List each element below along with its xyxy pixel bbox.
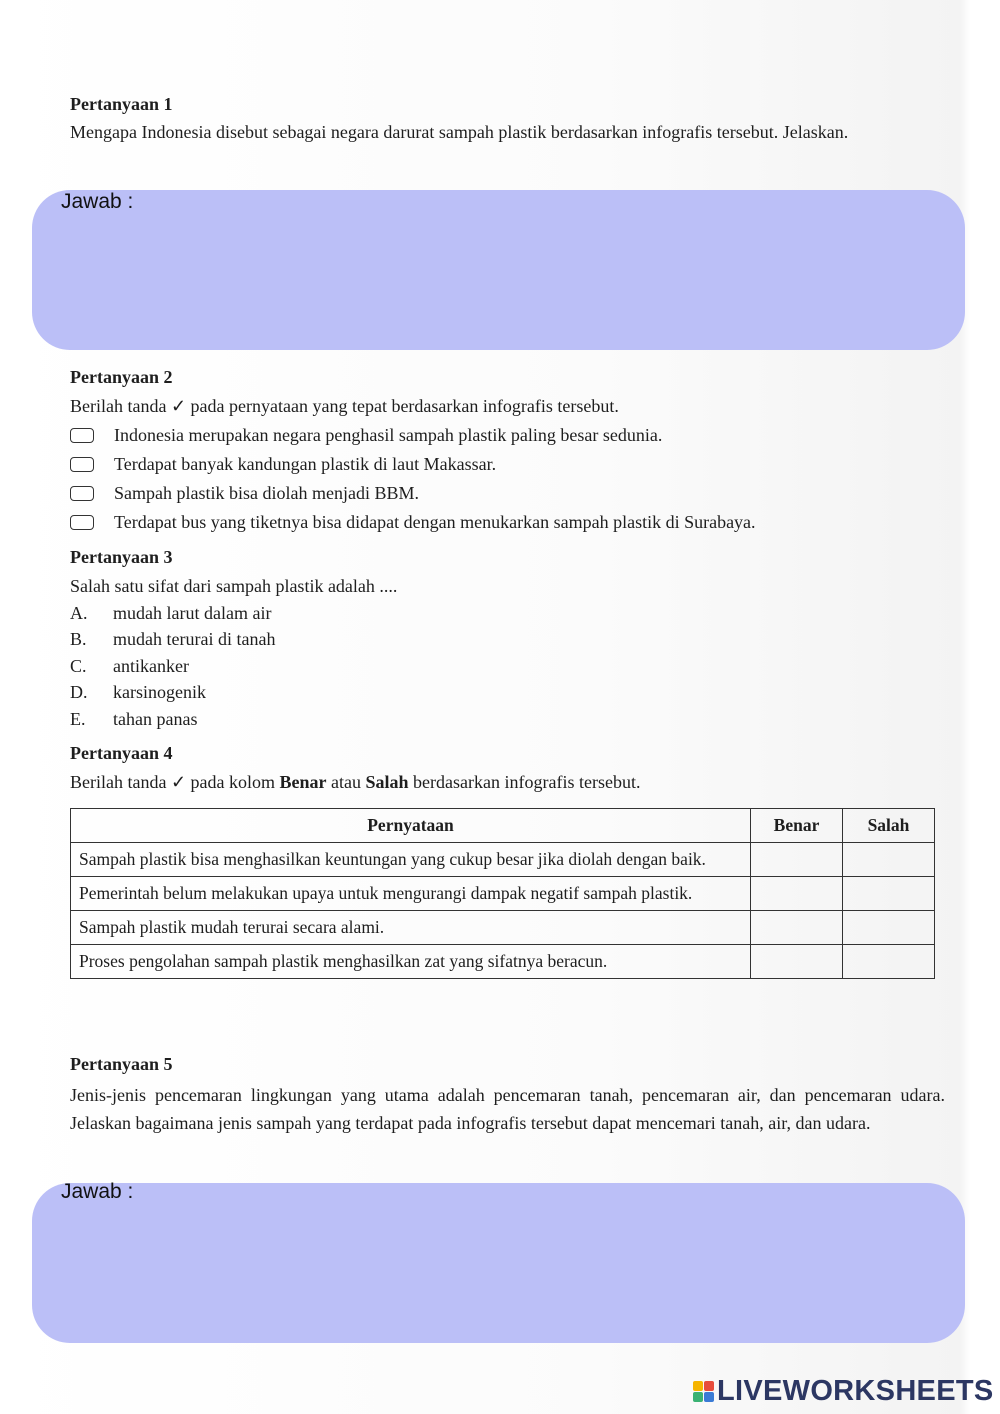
table-row [71, 877, 935, 911]
question-5-title: Pertanyaan 5 [70, 1054, 173, 1074]
benar-cell[interactable] [751, 911, 843, 945]
liveworksheets-logo[interactable] [693, 1374, 994, 1408]
option-letter: E. [70, 708, 86, 729]
statement-cell: Proses pengolahan sampah plastik menghasilkan zat yang sifatnya beracun. [71, 945, 751, 979]
benar-cell[interactable] [751, 945, 843, 979]
table-header-row [71, 809, 935, 843]
option-list [70, 600, 945, 733]
option-letter: B. [70, 629, 87, 650]
option-text: mudah terurai di tanah [113, 629, 276, 650]
salah-cell[interactable] [843, 877, 935, 911]
instruction-atau: atau [326, 772, 366, 792]
table-row [71, 843, 935, 877]
header-pernyataan: Pernyataan [71, 809, 751, 843]
logo-text: LIVEWORKSHEETS [717, 1374, 994, 1407]
answer-label-5: Jawab : [61, 1180, 134, 1203]
option-letter: C. [70, 655, 87, 676]
checkbox-item [70, 479, 945, 508]
benar-cell[interactable] [751, 843, 843, 877]
checkbox-item [70, 450, 945, 479]
checkbox-list [70, 421, 945, 537]
question-4-instruction [70, 768, 945, 796]
checkbox[interactable] [70, 515, 94, 530]
logo-square [693, 1381, 703, 1391]
question-1 [70, 93, 945, 146]
option-text: karsinogenik [113, 682, 206, 703]
table-row [71, 911, 935, 945]
table-row [71, 945, 935, 979]
statement-cell: Sampah plastik bisa menghasilkan keuntungan yang cukup besar jika diolah dengan baik. [71, 843, 751, 877]
question-5-text: Jenis-jenis pencemaran lingkungan yang utama adalah pencemaran tanah, pencemaran air, dan pencemaran udara. Jelaskan bagaimana jenis sampah yang terdapat pada infografis tersebut dapat mencemari tanah, air, dan udara. [70, 1085, 945, 1133]
option-item [70, 627, 945, 654]
checkbox-label: Terdapat bus yang tiketnya bisa didapat dengan menukarkan sampah plastik di Surabaya. [114, 512, 756, 532]
statement-table [70, 808, 935, 979]
option-item [70, 653, 945, 680]
checkbox[interactable] [70, 486, 94, 501]
statement-cell: Pemerintah belum melakukan upaya untuk mengurangi dampak negatif sampah plastik. [71, 877, 751, 911]
benar-cell[interactable] [751, 877, 843, 911]
logo-square [704, 1381, 714, 1391]
instruction-salah: Salah [365, 772, 409, 792]
question-1-text: Mengapa Indonesia disebut sebagai negara darurat sampah plastik berdasarkan infografis tersebut. Jelaskan. [70, 122, 849, 142]
statement-cell: Sampah plastik mudah terurai secara alami. [71, 911, 751, 945]
checkbox-label: Terdapat banyak kandungan plastik di laut Makassar. [114, 454, 497, 474]
salah-cell[interactable] [843, 945, 935, 979]
salah-cell[interactable] [843, 843, 935, 877]
question-4-title: Pertanyaan 4 [70, 743, 173, 763]
checkbox-label: Indonesia merupakan negara penghasil sampah plastik paling besar sedunia. [114, 425, 663, 445]
logo-square [693, 1392, 703, 1402]
logo-square [704, 1392, 714, 1402]
option-item [70, 706, 945, 733]
checkbox[interactable] [70, 457, 94, 472]
answer-box-1[interactable] [32, 190, 965, 350]
question-3 [70, 546, 945, 733]
question-3-text: Salah satu sifat dari sampah plastik adalah .... [70, 576, 398, 596]
instruction-post: berdasarkan infografis tersebut. [408, 772, 641, 792]
question-2-instruction: Berilah tanda ✓ pada pernyataan yang tepat berdasarkan infografis tersebut. [70, 396, 619, 416]
header-benar: Benar [751, 809, 843, 843]
salah-cell[interactable] [843, 911, 935, 945]
option-text: mudah larut dalam air [113, 602, 272, 623]
question-2 [70, 366, 945, 537]
option-text: antikanker [113, 655, 189, 676]
question-5 [70, 1053, 945, 1137]
answer-label-1: Jawab : [61, 190, 134, 213]
instruction-benar: Benar [279, 772, 327, 792]
question-2-title: Pertanyaan 2 [70, 367, 173, 387]
answer-box-5[interactable] [32, 1183, 965, 1343]
checkbox-item [70, 508, 945, 537]
option-letter: D. [70, 682, 88, 703]
checkbox-label: Sampah plastik bisa diolah menjadi BBM. [114, 483, 419, 503]
question-3-title: Pertanyaan 3 [70, 547, 173, 567]
option-item [70, 600, 945, 627]
question-4 [70, 742, 945, 796]
option-item [70, 680, 945, 707]
checkbox-item [70, 421, 945, 450]
instruction-pre: Berilah tanda ✓ pada kolom [70, 772, 280, 792]
checkbox[interactable] [70, 428, 94, 443]
option-text: tahan panas [113, 708, 198, 729]
question-1-title: Pertanyaan 1 [70, 94, 173, 114]
header-salah: Salah [843, 809, 935, 843]
liveworksheets-logo-icon [693, 1381, 714, 1402]
option-letter: A. [70, 602, 88, 623]
